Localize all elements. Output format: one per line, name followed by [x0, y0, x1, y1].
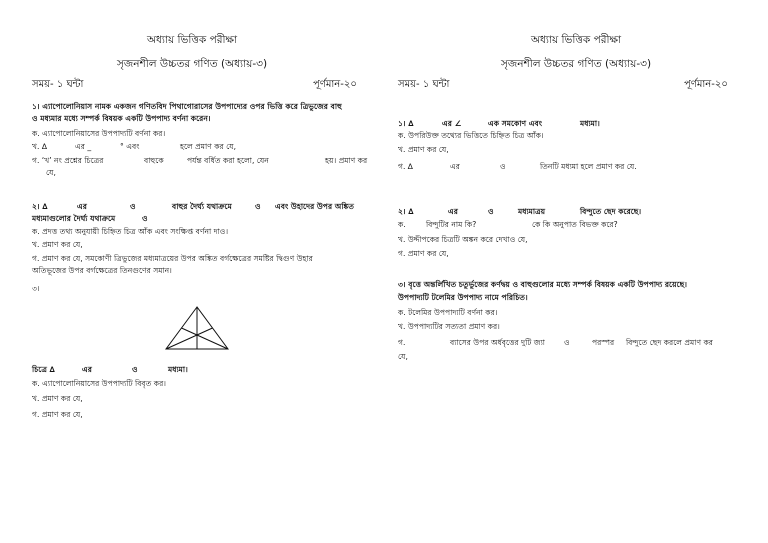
left-q3-part-a: ক. এ্যাপোলোনিয়াসের উপপাদ্যটি বিবৃত কর। [32, 379, 166, 388]
right-q1-part-b: খ. প্রমাণ কর যে, [398, 145, 449, 154]
left-q3-part-b: খ. প্রমাণ কর যে, [32, 394, 83, 403]
right-q1-stem-text2: এক সমকোণ এবং [488, 119, 543, 128]
right-q1-stem-text1: এর ∠ [442, 119, 462, 128]
right-q3-part-c-prefix: গ. [398, 338, 406, 347]
right-q3-stem-line2: উপপাদ্যটি টলেমির উপপাদ্য নামে পরিচিত। [398, 293, 528, 302]
right-exam-subtitle: সৃজনশীল উচ্চতর গণিত (অধ্যায়-৩) [500, 58, 652, 70]
triangle-figure [163, 305, 231, 353]
left-q2-stem-text2: ও [130, 202, 136, 211]
right-q2-part-a-text2: কে কি অনুপাত বিভক্ত করে? [532, 220, 618, 229]
left-exam-title: অধ্যায় ভিত্তিক পরীক্ষা [146, 34, 238, 46]
right-q1-part-c-text3: তিনটি মধ্যমা হলে প্রমাণ কর যে. [540, 162, 637, 171]
right-q3-part-c-text1: ব্যাসের উপর অর্ধবৃত্তের দুটি জ্যা [450, 338, 545, 347]
left-q2-part-c-line2: অতিভূজের উপর বর্গক্ষেত্রের তিনগুণের সমান। [32, 266, 172, 275]
left-q3-number: ৩। [32, 284, 40, 293]
right-q3-stem: ৩। বৃত্তে অন্তর্লিখিত চতুর্ভুজের কর্ণদ্বয় ও বাহুগুলোর মধ্যে সম্পর্ক বিষয়ক একটি উপপাদ্য রয়েছে। [398, 280, 687, 289]
right-q3-part-c-text2: ও [564, 338, 570, 347]
left-q3-stem-text1: এর [82, 365, 92, 374]
left-q2-stem-text4: ও [255, 202, 261, 211]
left-q1-part-c-text1: বাহুকে [144, 156, 164, 165]
left-q1-part-c-text2: পর্যন্ত বর্ধিত করা হলো, যেন [187, 156, 269, 165]
left-q1-part-b-text3: হলে প্রমাণ কর যে, [180, 142, 236, 151]
left-q1-part-c-prefix: গ. ‘খ’ নং প্রশ্নের চিত্রের [32, 156, 104, 165]
left-q1-part-b-text1: এর _ [75, 142, 92, 151]
right-q3-part-a: ক. টলেমির উপপাদ্যটি বর্ণনা কর। [398, 308, 498, 317]
right-q3-part-c-text4: বিন্দুতে ছেদ করলে প্রমাণ কর [626, 338, 713, 347]
left-q2-stem-text5: এবং উহাদের উপর অঙ্কিত [275, 202, 354, 211]
right-q2-part-c: গ. প্রমাণ কর যে, [398, 249, 449, 258]
left-q3-stem-text2: ও [132, 365, 138, 374]
left-q1-part-b-text2: ° এবং [120, 142, 140, 151]
right-marks-label: পূর্ণমান-২০ [684, 79, 728, 90]
right-q1-part-c-text2: ও [500, 162, 506, 171]
left-q3-stem-text3: মধ্যমা। [168, 365, 188, 374]
right-q2-stem-text2: ও [488, 207, 494, 216]
right-q1-stem-prefix: ১। ∆ [398, 119, 414, 128]
left-q2-part-a: ক. প্রদত্ত তথ্য অনুযায়ী চিহ্নিত চিত্র আঁক এবং সংক্ষিপ্ত বর্ণনা দাও। [32, 227, 229, 236]
left-q1-stem: ১। এ্যাপোলোনিয়াস নামক একজন গণিতবিদ পিথাগোরাসের উপপাদ্যের ওপর ভিত্তি করে ত্রিভুজের বাহু [32, 102, 342, 111]
left-q3-part-c: গ. প্রমাণ কর যে, [32, 410, 83, 419]
left-q1-part-a: ক. এ্যাপোলোনিয়াসের উপপাদ্যটি বর্ণনা কর। [32, 129, 166, 138]
right-exam-title: অধ্যায় ভিত্তিক পরীক্ষা [530, 34, 622, 46]
right-time-label: সময়- ১ ঘন্টা [398, 79, 450, 90]
right-q1-part-c-text1: এর [450, 162, 460, 171]
left-q2-part-c: গ. প্রমাণ কর যে, সমকোণী ত্রিভুজের মধ্যমাত্রয়ের উপর অঙ্কিত বর্গক্ষেত্রের সমষ্টির দ্বিগুণ উহার [32, 254, 313, 263]
left-q2-stem-line2-end: ও [142, 214, 148, 223]
left-q2-stem-text1: এর [77, 202, 87, 211]
right-q2-stem-text4: বিন্দুতে ছেদ করেছে। [580, 207, 642, 216]
right-q3-part-c-text3: পরস্পর [592, 338, 615, 347]
left-time-label: সময়- ১ ঘন্টা [32, 79, 84, 90]
right-q3-part-c-line2: যে, [398, 352, 408, 361]
right-q2-stem-prefix: ২। ∆ [398, 207, 414, 216]
right-q2-stem-text1: এর [448, 207, 458, 216]
left-q2-stem-line2: মধ্যমাগুলোর দৈর্ঘ্য যথাক্রমে [32, 214, 116, 223]
left-marks-label: পূর্ণমান-২০ [313, 79, 357, 90]
right-q2-part-b: খ. উদ্দীপকের চিত্রটি অঙ্কন করে দেখাও যে, [398, 235, 528, 244]
left-q1-part-c-line2: যে, [46, 168, 56, 177]
right-q1-stem-text3: মধ্যমা। [580, 119, 600, 128]
right-q2-part-a-text1: বিন্দুটির নাম কি? [426, 220, 477, 229]
right-exam-column [384, 0, 768, 543]
left-q1-part-c-text3: হয়। প্রমাণ কর [325, 156, 368, 165]
left-q1-stem-line2: ও মধ্যমার মধ্যে সম্পর্ক বিষয়ক একটি উপপাদ্য বর্ণনা করেন। [32, 114, 211, 123]
right-q1-part-c-prefix: গ. ∆ [398, 162, 413, 171]
right-q2-part-a-prefix: ক. [398, 220, 406, 229]
right-q2-stem-text3: মধ্যমাত্রয় [518, 207, 546, 216]
right-q1-part-a: ক. উপরিউক্ত তথ্যের ভিত্তিতে চিহ্নিত চিত্র আঁক। [398, 131, 544, 140]
left-q1-part-b-prefix: খ. ∆ [32, 142, 47, 151]
left-q2-stem-prefix: ২। ∆ [32, 202, 48, 211]
left-q2-part-b: খ. প্রমাণ কর যে, [32, 240, 83, 249]
right-q3-part-b: খ. উপপাদ্যটির সত্যতা প্রমাণ কর। [398, 322, 500, 331]
left-exam-subtitle: সৃজনশীল উচ্চতর গণিত (অধ্যায়-৩) [116, 58, 268, 70]
left-q2-stem-text3: বাহুর দৈর্ঘ্য যথাক্রমে [172, 202, 232, 211]
left-q3-stem-prefix: চিত্রে ∆ [32, 365, 55, 374]
